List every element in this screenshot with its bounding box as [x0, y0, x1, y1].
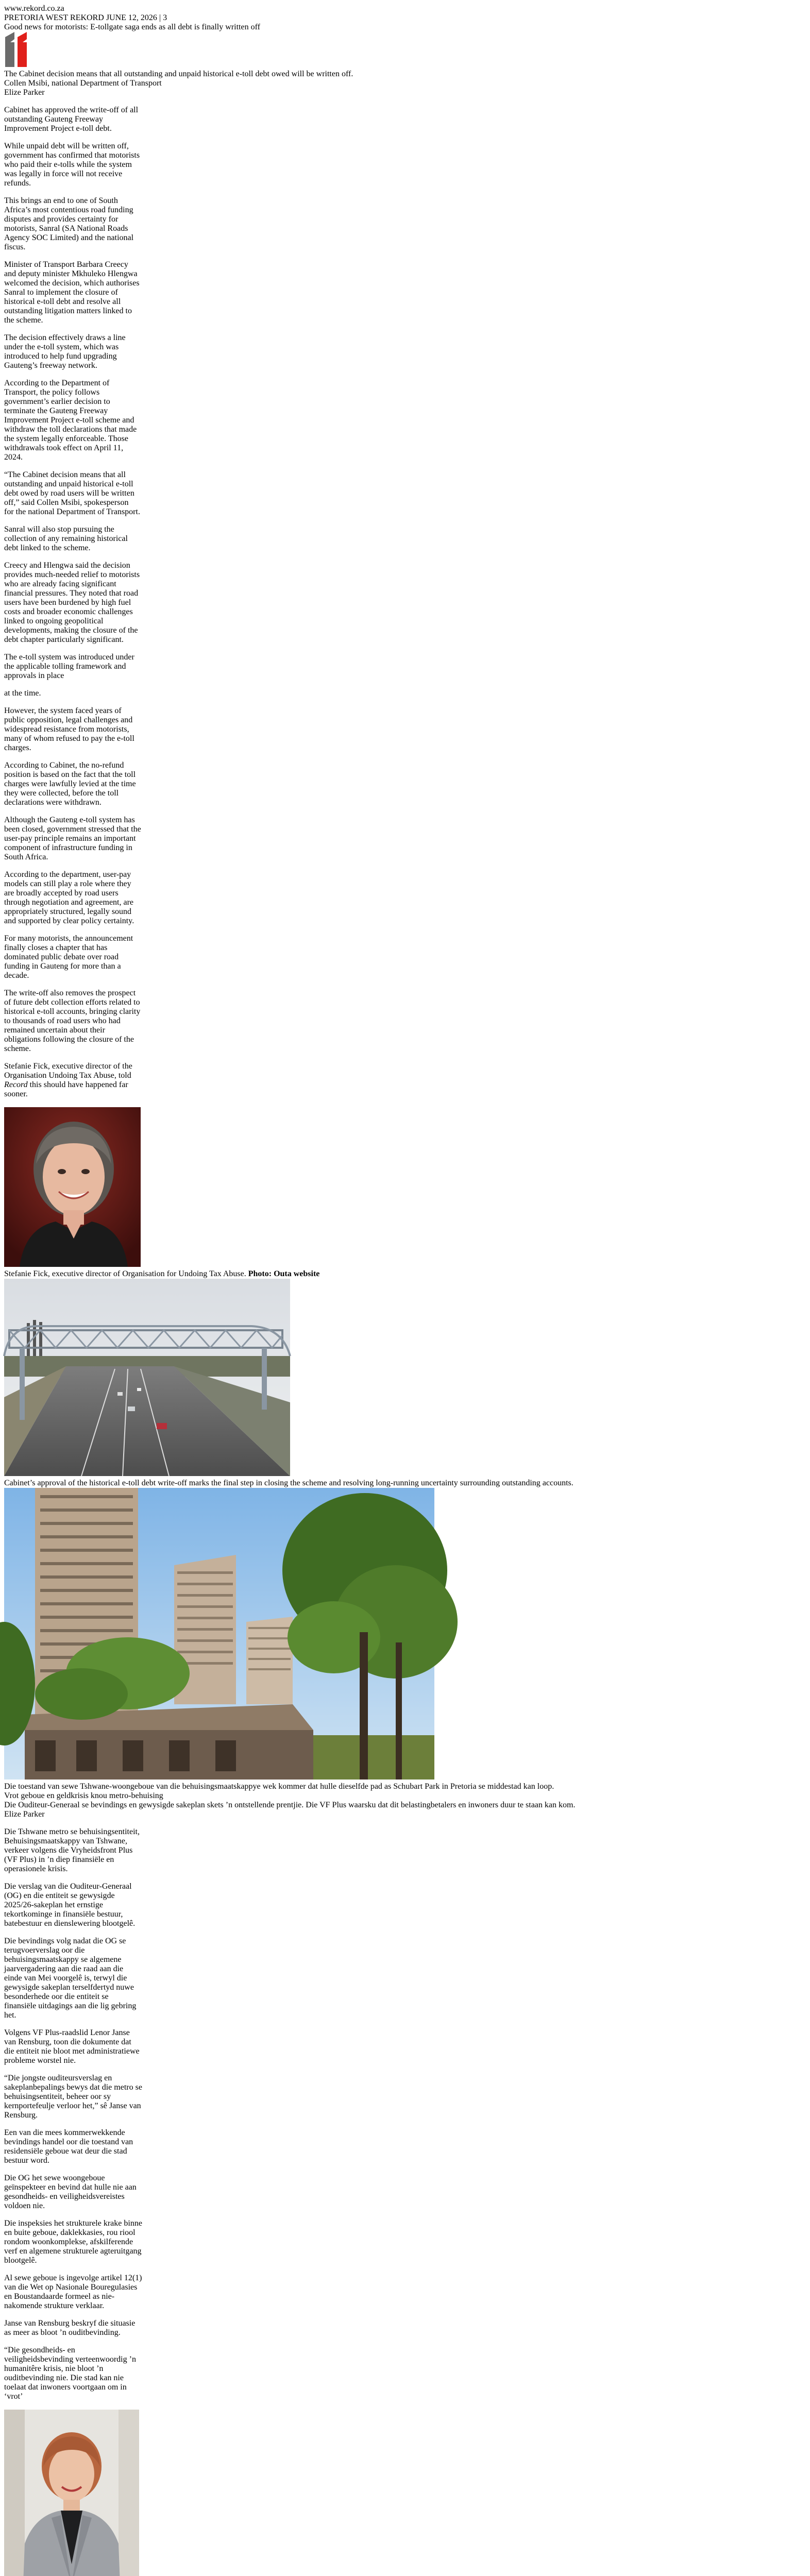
paragraph: Die bevindings volg nadat die OG se terugvoerverslag oor die behuisingsmaatskappy se algemene jaarvergadering aan die raad aan die einde van Mei voorgelê is, terwyl die gewysigde sakeplan terselfdertyd nuwe besonderhede oor die entiteit se finansiële uitdagings aan die lig gebring het.	[4, 1937, 137, 2020]
paragraph: Cabinet has approved the write-off of all outstanding Gauteng Freeway Improvement Project e-toll debt.	[4, 106, 139, 133]
paragraph: at the time.	[4, 689, 41, 698]
paragraph: The decision effectively draws a line under the e-toll system, which was introduced to help fund upgrading Gauteng’s freeway network.	[4, 333, 126, 370]
paragraph: Sanral will also stop pursuing the collection of any remaining historical debt linked to the scheme.	[4, 525, 128, 552]
paragraph: “Die gesondheids- en veiligheidsbevinding verteenwoordig ’n humanitêre krisis, nie bloot ’n ouditbevinding nie. Die stad kan nie toelaat dat inwoners voortgaan om in ‘vrot’	[4, 2346, 136, 2401]
article2-headline: Vrot geboue en geldkrisis knou metro-behuising	[4, 1791, 163, 1800]
paragraph: For many motorists, the announcement finally closes a chapter that has dominated public debate over road funding in Gauteng for more than a decade.	[4, 934, 133, 980]
paragraph: While unpaid debt will be written off, government has confirmed that motorists who paid their e-tolls while the system was legally in force will not receive refunds.	[4, 142, 140, 188]
paragraph: Die verslag van die Ouditeur-Generaal (OG) en die entiteit se gewysigde 2025/26-sakeplan het ernstige tekortkominge in finansiële bestuur, batebestuur en dienslewering blootgelê.	[4, 1882, 136, 1928]
paragraph: The e-toll system was introduced under the applicable tolling framework and approvals in place	[4, 653, 134, 680]
article2-pull-quote: Die Ouditeur-Generaal se bevindings en gewysigde sakeplan skets ’n ontstellende prentjie. Die VF Plus waarsku dat dit belastingbetalers en inwoners duur te staan kan kom.	[4, 1801, 576, 1809]
paragraph: Janse van Rensburg beskryf die situasie as meer as bloot ’n ouditbevinding.	[4, 2319, 136, 2337]
paragraph: According to the Department of Transport, the policy follows government’s earlier decision to terminate the Gauteng Freeway Improvement Project e-toll scheme and withdraw the toll declarations that made the system legally enforceable. Those withdrawals took effect on April 11, 2024.	[4, 379, 137, 462]
masthead	[4, 13, 806, 23]
paragraph: Een van die mees kommerwekkende bevindings handel oor die toestand van residensiële geboue wat deur die stad bestuur word.	[4, 2128, 133, 2165]
e-toll-gantry-photo	[4, 1279, 290, 1476]
tshwane-buildings-photo	[4, 1488, 434, 1780]
article1-column-2	[4, 689, 142, 1099]
article2-column-1	[4, 1827, 142, 2401]
quote-mark-icon	[4, 32, 31, 67]
paragraph: Creecy and Hlengwa said the decision provides much-needed relief to motorists who are already facing significant financial pressures. They noted that road users have been burdened by high fuel costs and broader economic challenges linked to ongoing geopolitical developments, making the closure of the debt chapter particularly significant.	[4, 561, 140, 644]
paragraph: This brings an end to one of South Africa’s most contentious road funding disputes and provides certainty for motorists, Sanral (SA National Roads Agency SOC Limited) and the national fiscus.	[4, 196, 134, 251]
paragraph: Stefanie Fick, executive director of the Organisation Undoing Tax Abuse, told Record this should have happened far sooner.	[4, 1062, 132, 1098]
paragraph: Die Tshwane metro se behuisingsentiteit, Behuisingsmaatskappy van Tshwane, verkeer volgens die Vryheidsfront Plus (VF Plus) in ’n diep finansiële en operasionele krisis.	[4, 1827, 140, 1873]
stefanie-fick-photo	[4, 1107, 141, 1267]
page-number: 3	[163, 13, 167, 22]
article1-pull-quote: The Cabinet decision means that all outstanding and unpaid historical e-toll debt owed will be written off.	[4, 70, 353, 78]
issue-date: JUNE 12, 2026	[106, 13, 157, 22]
article1-column-1	[4, 106, 140, 681]
article1-headline: Good news for motorists: E-tollgate saga ends as all debt is finally written off	[4, 23, 260, 31]
lenor-janse-van-rensburg-photo	[4, 2410, 139, 2576]
paragraph: Volgens VF Plus-raadslid Lenor Janse van Rensburg, toon die dokumente dat die entiteit nie bloot met administratiewe probleme worstel nie.	[4, 2028, 140, 2065]
paragraph: However, the system faced years of public opposition, legal challenges and widespread resistance from motorists, many of whom refused to pay the e-toll charges.	[4, 706, 134, 752]
paragraph: The write-off also removes the prospect of future debt collection efforts related to historical e-toll accounts, bringing clarity to thousands of road users who had remained uncertain about their obligations following the closure of the scheme.	[4, 989, 141, 1053]
paragraph: “Die jongste ouditeursverslag en sakeplanbepalings bewys dat die metro se behuisingsentiteit, beheer oor sy kernportefeulje verloor het,” sê Janse van Rensburg.	[4, 2074, 142, 2120]
paragraph: Minister of Transport Barbara Creecy and deputy minister Mkhuleko Hlengwa welcomed the decision, which authorises Sanral to implement the closure of historical e-toll debt and resolve all outstanding litigation matters linked to the scheme.	[4, 260, 140, 325]
buildings-photo-caption: Die toestand van sewe Tshwane-woongeboue van die behuisingsmaatskappye wek kommer dat hulle dieselfde pad as Schubart Park in Pretoria se middestad kan loop.	[4, 1782, 554, 1791]
article1-byline: Elize Parker	[4, 88, 45, 97]
paragraph: Although the Gauteng e-toll system has been closed, government stressed that the user-pay principle remains an important component of infrastructure funding in South Africa.	[4, 816, 141, 861]
article2-byline: Elize Parker	[4, 1810, 45, 1819]
paragraph: Al sewe geboue is ingevolge artikel 12(1) van die Wet op Nasionale Bouregulasies en Boustandaarde formeel as nie-nakomende strukture verklaar.	[4, 2274, 142, 2310]
separator: |	[159, 13, 161, 22]
website-url[interactable]: www.rekord.co.za	[4, 4, 64, 13]
publication-name: PRETORIA WEST REKORD	[4, 13, 104, 22]
toll-photo-caption: Cabinet’s approval of the historical e-toll debt write-off marks the final step in closing the scheme and resolving long-running uncertainty surrounding outstanding accounts.	[4, 1479, 573, 1487]
paragraph: Die OG het sewe woongeboue geïnspekteer en bevind dat hulle nie aan gesondheids- en veiligheidsvereistes voldoen nie.	[4, 2174, 137, 2210]
fick-photo-caption: Stefanie Fick, executive director of Organisation for Undoing Tax Abuse. Photo: Outa website	[4, 1269, 320, 1278]
paragraph: According to the department, user-pay models can still play a role where they are broadly accepted by road users through negotiation and agreement, are appropriately structured, legally sound and supported by clear policy certainty.	[4, 870, 134, 925]
paragraph: Die inspeksies het strukturele krake binne en buite geboue, daklekkasies, rou riool rondom woonkomplekse, afskilferende verf en algemene strukturele agteruitgang blootgelê.	[4, 2219, 142, 2265]
pull-quote-attribution: Collen Msibi, national Department of Transport	[4, 79, 162, 88]
paragraph: “The Cabinet decision means that all outstanding and unpaid historical e-toll debt owed by road users will be written off,” said Collen Msibi, spokesperson for the national Department of Transport.	[4, 470, 140, 516]
paragraph: According to Cabinet, the no-refund position is based on the fact that the toll charges were lawfully levied at the time they were collected, before the toll declarations were withdrawn.	[4, 761, 136, 807]
